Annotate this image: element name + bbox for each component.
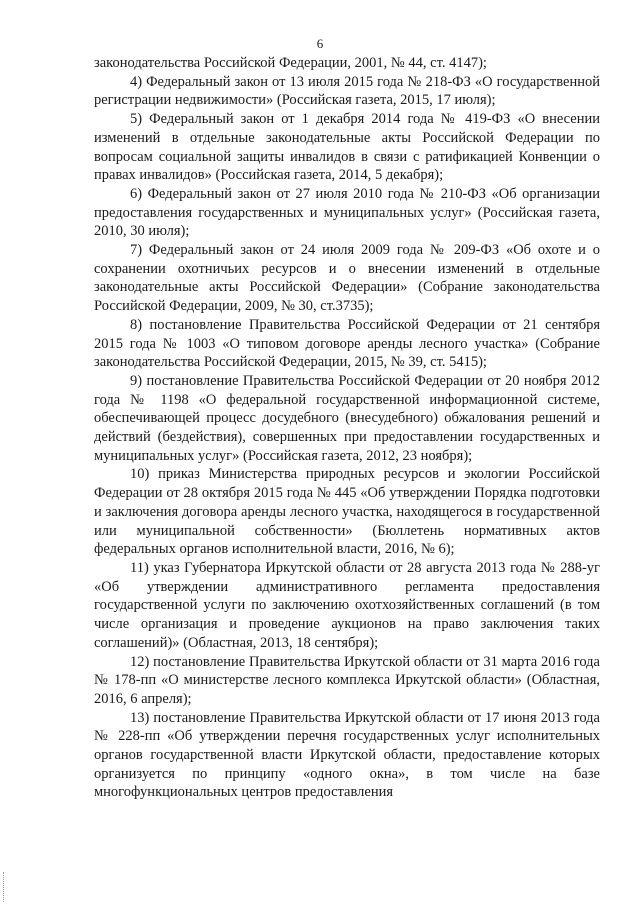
list-item-5: 5) Федеральный закон от 1 декабря 2014 года № 419-ФЗ «О внесении изменений в отдельные законодательные акты Российской Федерации по вопросам социальной защиты инвалидов в связи с ратификацией Конвенции о правах инвалидов» (Российская газета, 2014, 5 декабря); [94, 111, 600, 184]
paragraph-continuation: законодательства Российской Федерации, 2001, № 44, ст. 4147); [94, 55, 487, 71]
list-item-10: 10) приказ Министерства природных ресурсов и экологии Российской Федерации от 28 октября 2015 года № 445 «Об утверждении Порядка подготовки и заключения договора аренды лесного участка, находящегося в государственной или муниципальной собственности» (Бюллетень нормативных актов федеральных органов исполнительной власти, 2016, № 6); [94, 466, 600, 558]
page-number: 6 [316, 36, 324, 51]
document-body [94, 54, 600, 802]
list-item-9: 9) постановление Правительства Российской Федерации от 20 ноября 2012 года № 1198 «О федеральной государственной информационной системе, обеспечивающей процесс досудебного (внесудебного) обжалования решений и действий (бездействия), совершенных при предоставлении государственных и муниципальных услуг» (Российская газета, 2012, 23 ноября); [94, 372, 600, 464]
list-item-7: 7) Федеральный закон от 24 июля 2009 года № 209-ФЗ «Об охоте и о сохранении охотничьих ресурсов и о внесении изменений в отдельные законодательные акты Российской Федерации» (Собрание законодательства Российской Федерации, 2009, № 30, ст.3735); [94, 242, 600, 315]
scan-margin-mark [3, 872, 5, 902]
list-item-12: 12) постановление Правительства Иркутской области от 31 марта 2016 года № 178-пп «О министерстве лесного комплекса Иркутской области» (Областная, 2016, 6 апреля); [94, 653, 600, 707]
list-item-4: 4) Федеральный закон от 13 июля 2015 года № 218-ФЗ «О государственной регистрации недвижимости» (Российская газета, 2015, 17 июля); [94, 73, 600, 109]
list-item-8: 8) постановление Правительства Российской Федерации от 21 сентября 2015 года № 1003 «О типовом договоре аренды лесного участка» (Собрание законодательства Российской Федерации, 2015, № 39, ст. 5415); [94, 316, 600, 371]
list-item-11: 11) указ Губернатора Иркутской области от 28 августа 2013 года № 288-уг «Об утверждении административного регламента предоставления государственной услуги по заключению охотхозяйственных соглашений (в том числе организация и проведение аукционов на право заключения таких соглашений)» (Областная, 2013, 18 сентября); [94, 559, 600, 651]
list-item-13: 13) постановление Правительства Иркутской области от 17 июня 2013 года № 228-пп «Об утверждении перечня государственных услуг исполнительных органов государственной власти Иркутской области, предоставление которых организуется по принципу «одного окна», в том числе на базе многофункциональных центров предоставления [94, 709, 600, 801]
list-item-6: 6) Федеральный закон от 27 июля 2010 года № 210-ФЗ «Об организации предоставления государственных и муниципальных услуг» (Российская газета, 2010, 30 июля); [94, 185, 600, 240]
